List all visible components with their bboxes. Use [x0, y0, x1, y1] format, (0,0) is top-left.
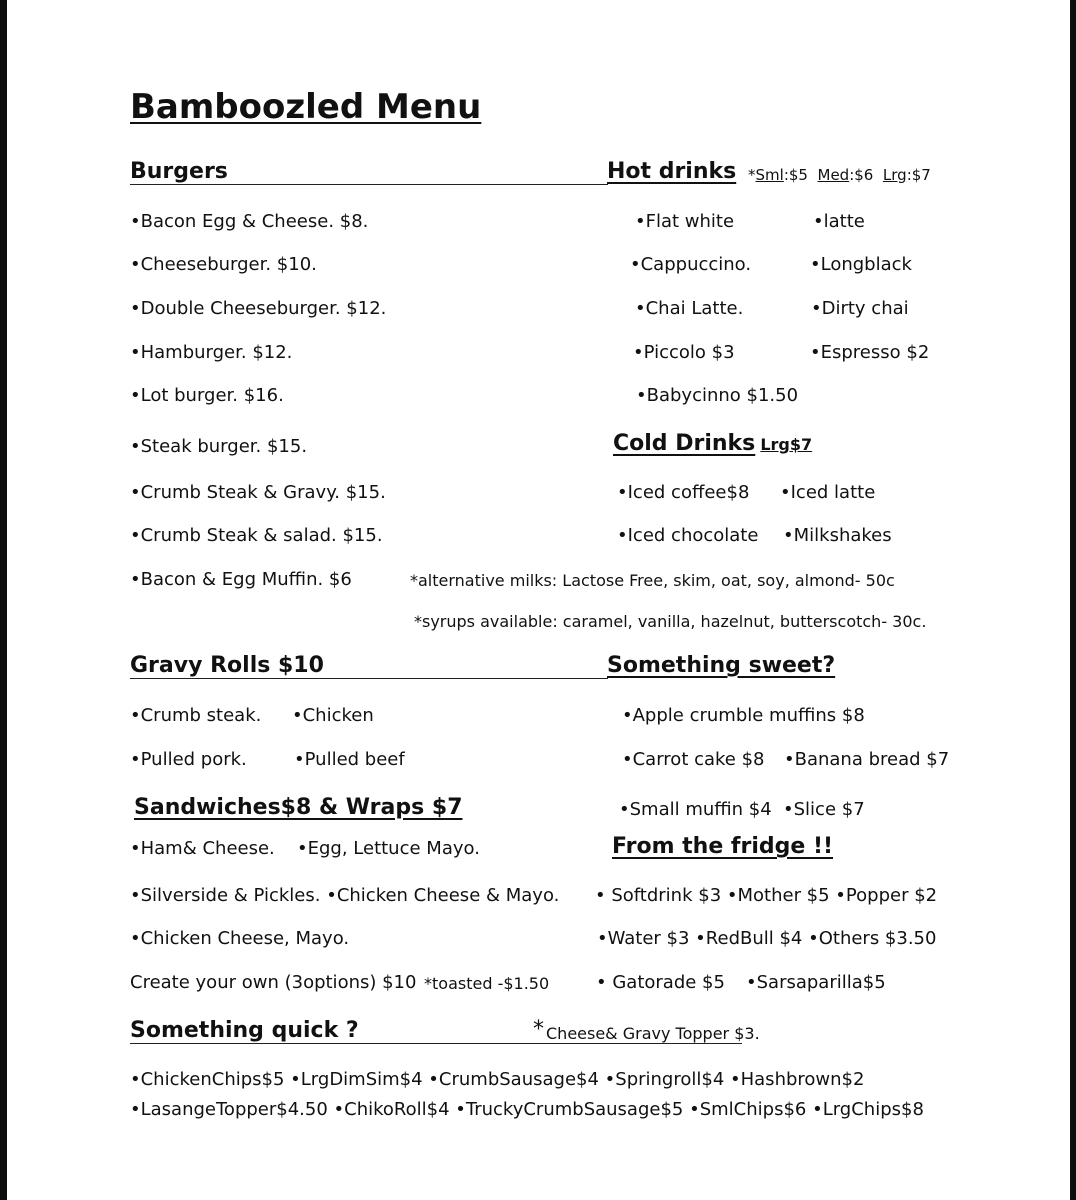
cold-drinks-size-note: Lrg$7	[760, 435, 813, 454]
sandwich-item: •Ham& Cheese.	[130, 838, 275, 859]
menu-title: Bamboozled Menu	[130, 87, 482, 127]
burger-item: •Lot burger. $16.	[130, 385, 284, 406]
toasted-note: *toasted -$1.50	[424, 974, 550, 993]
topper-star: *	[533, 1017, 544, 1042]
sweet-item: •Carrot cake $8	[622, 749, 765, 770]
cold-drink-item: •Iced chocolate	[617, 525, 759, 546]
gravy-rolls-heading: Gravy Rolls $10	[130, 653, 324, 678]
burger-item: •Double Cheeseburger. $12.	[130, 298, 387, 319]
gravy-roll-item: •Pulled pork.	[130, 749, 247, 770]
cold-drink-item: •Milkshakes	[783, 525, 892, 546]
hot-drink-item: •Longblack	[810, 254, 912, 275]
hot-drink-item: •Cappuccino.	[630, 254, 752, 275]
burger-item: •Bacon Egg & Cheese. $8.	[130, 211, 369, 232]
fridge-item: •Sarsaparilla$5	[746, 972, 886, 993]
hot-drink-item: •Babycinno $1.50	[636, 385, 799, 406]
left-frame-edge	[0, 0, 7, 1200]
hot-drink-item: •latte	[813, 211, 865, 232]
burgers-heading-rule	[130, 184, 608, 185]
hot-drink-item: •Espresso $2	[810, 342, 930, 363]
quick-items-line: •LasangeTopper$4.50 •ChikoRoll$4 •TruckyCrumbSausage$5 •SmlChips$6 •LrgChips$8	[130, 1099, 924, 1120]
sandwiches-heading: Sandwiches$8 & Wraps $7	[134, 795, 463, 820]
sweet-item: •Small muffin $4	[619, 799, 772, 820]
hot-drink-item: •Dirty chai	[811, 298, 909, 319]
something-sweet-heading: Something sweet?	[607, 653, 836, 678]
hot-drink-item: •Chai Latte.	[635, 298, 744, 319]
gravy-rolls-heading-rule	[130, 678, 608, 679]
sandwich-item: •Chicken Cheese, Mayo.	[130, 928, 350, 949]
something-quick-heading: Something quick ?	[130, 1018, 359, 1043]
burger-item: •Crumb Steak & salad. $15.	[130, 525, 383, 546]
something-quick-heading-rule	[130, 1043, 742, 1044]
fridge-item: • Softdrink $3 •Mother $5 •Popper $2	[595, 885, 938, 906]
hot-drinks-heading: Hot drinks	[607, 159, 737, 184]
fridge-heading: From the fridge !!	[612, 834, 834, 859]
burger-item: •Cheeseburger. $10.	[130, 254, 317, 275]
sweet-item: •Apple crumble muffins $8	[622, 705, 865, 726]
cold-drinks-heading: Cold Drinks	[613, 431, 756, 456]
cold-drink-item: •Iced latte	[780, 482, 876, 503]
burger-item: •Hamburger. $12.	[130, 342, 293, 363]
fridge-item: •Water $3 •RedBull $4 •Others $3.50	[597, 928, 937, 949]
alternative-milks-note: *alternative milks: Lactose Free, skim, oat, soy, almond- 50c	[410, 571, 895, 590]
sandwich-item: •Silverside & Pickles. •Chicken Cheese & Mayo.	[130, 885, 560, 906]
gravy-roll-item: •Chicken	[292, 705, 374, 726]
sweet-item: •Banana bread $7	[784, 749, 950, 770]
hot-drink-item: •Piccolo $3	[633, 342, 735, 363]
burger-item: •Crumb Steak & Gravy. $15.	[130, 482, 386, 503]
syrups-note: *syrups available: caramel, vanilla, hazelnut, butterscotch- 30c.	[414, 612, 927, 631]
gravy-roll-item: •Pulled beef	[294, 749, 405, 770]
sweet-item: •Slice $7	[783, 799, 865, 820]
quick-items-line: •ChickenChips$5 •LrgDimSim$4 •CrumbSausage$4 •Springroll$4 •Hashbrown$2	[130, 1069, 865, 1090]
burger-item: •Bacon & Egg Muffin. $6	[130, 569, 352, 590]
sandwich-item: •Egg, Lettuce Mayo.	[297, 838, 480, 859]
create-your-own: Create your own (3options) $10	[130, 972, 417, 993]
cold-drinks-heading-group	[613, 433, 812, 455]
gravy-roll-item: •Crumb steak.	[130, 705, 262, 726]
hot-drinks-sizes: *Sml:$5 Med:$6 Lrg:$7	[748, 166, 931, 184]
fridge-item: • Gatorade $5	[596, 972, 725, 993]
cold-drink-item: •Iced coffee$8	[617, 482, 750, 503]
topper-note: Cheese& Gravy Topper $3.	[546, 1024, 760, 1043]
burger-item: •Steak burger. $15.	[130, 436, 308, 457]
right-frame-edge	[1070, 0, 1076, 1200]
hot-drink-item: •Flat white	[635, 211, 735, 232]
burgers-heading: Burgers	[130, 159, 228, 184]
